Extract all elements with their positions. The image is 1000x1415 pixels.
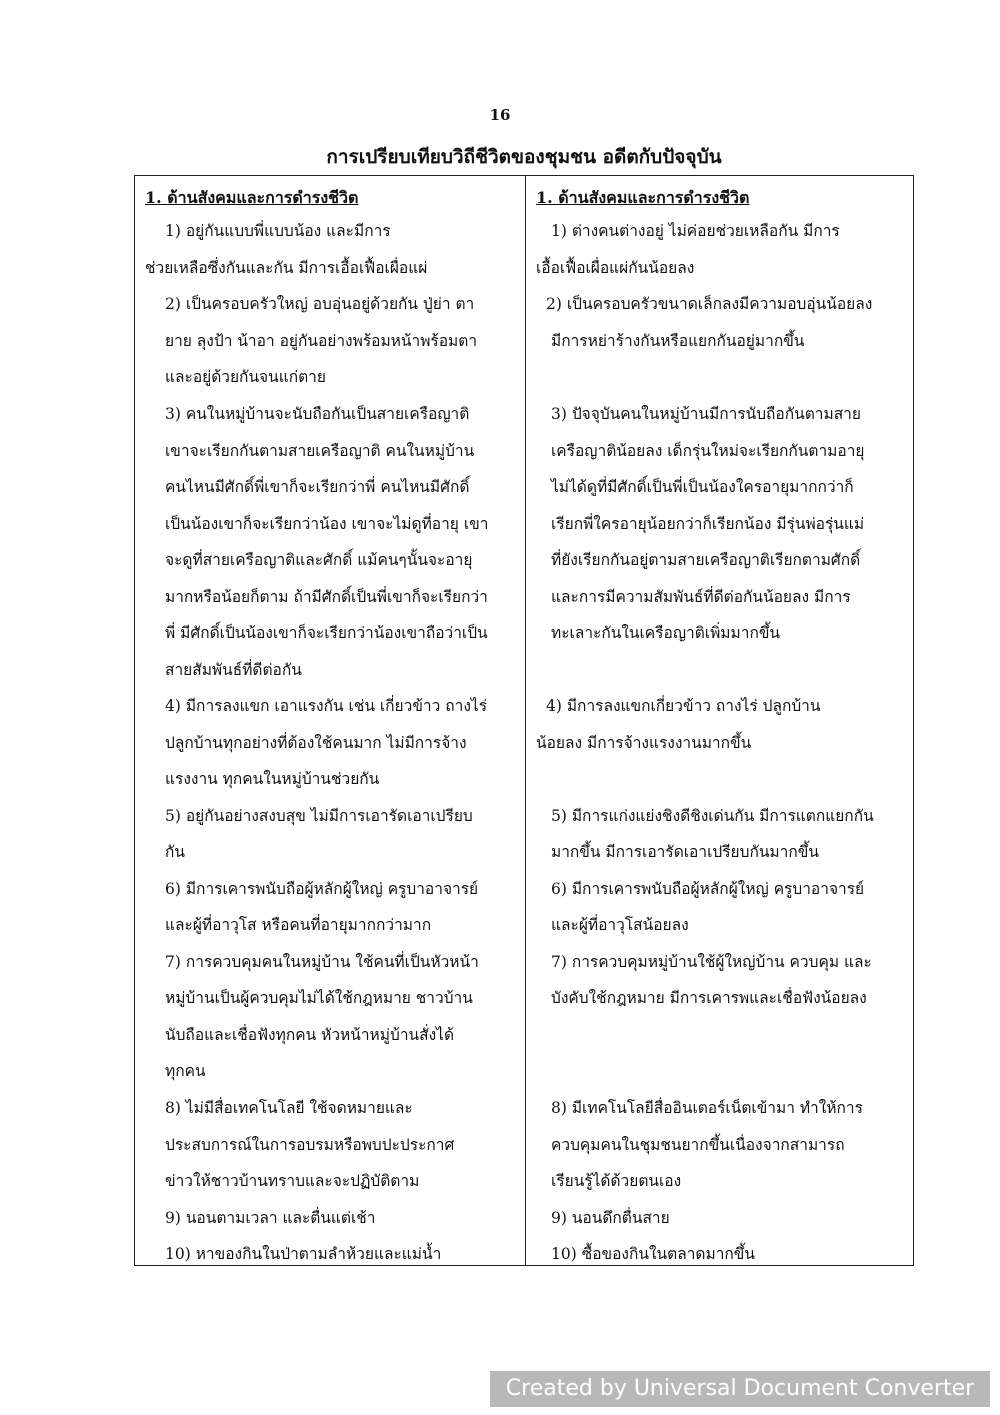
past-line: แรงงาน ทุกคนในหมู่บ้านช่วยกัน: [165, 770, 380, 788]
past-line: 4) มีการลงแขก เอาแรงกัน เช่น เกี่ยวข้าว ถางไร่: [165, 697, 488, 715]
comparison-table: [134, 175, 914, 1266]
past-line: จะดูที่สายเครือญาติและศักดิ์ แม้คนๆนั้นจะอายุ: [165, 551, 473, 569]
past-line: มากหรือน้อยก็ตาม ถ้ามีศักดิ์เป็นพี่เขาก็จะเรียกว่า: [165, 588, 488, 606]
present-line: และผู้ที่อาวุโสน้อยลง: [551, 916, 689, 934]
past-line: ช่วยเหลือซึ่งกันและกัน มีการเอื้อเฟื้อเผื่อแผ่: [145, 259, 428, 277]
present-column-heading: 1. ด้านสังคมและการดำรงชีวิต: [536, 188, 750, 207]
past-line: ทุกคน: [165, 1062, 206, 1080]
present-line: 7) การควบคุมหมู่บ้านใช้ผู้ใหญ่บ้าน ควบคุม และ: [551, 953, 872, 971]
past-line: พี่ มีศักดิ์เป็นน้องเขาก็จะเรียกว่าน้องเขาถือว่าเป็น: [165, 624, 488, 642]
page-title: การเปรียบเทียบวิถีชีวิตของชุมชน อดีตกับปัจจุบัน: [326, 146, 722, 168]
present-line: 5) มีการแก่งแย่งชิงดีชิงเด่นกัน มีการแตกแยกกัน: [551, 807, 874, 825]
past-line: ปลูกบ้านทุกอย่างที่ต้องใช้คนมาก ไม่มีการจ้าง: [165, 734, 467, 752]
past-line: 9) นอนตามเวลา และตื่นแต่เช้า: [165, 1209, 376, 1227]
present-line: 10) ซื้อของกินในตลาดมากขึ้น: [551, 1245, 755, 1263]
past-line: สายสัมพันธ์ที่ดีต่อกัน: [165, 661, 302, 679]
present-line: และการมีความสัมพันธ์ที่ดีต่อกันน้อยลง มีการ: [551, 588, 851, 606]
past-line: ข่าวให้ชาวบ้านทราบและจะปฏิบัติตาม: [165, 1172, 420, 1190]
present-line: 2) เป็นครอบครัวขนาดเล็กลงมีความอบอุ่นน้อยลง: [546, 295, 873, 313]
present-line: บังคับใช้กฎหมาย มีการเคารพและเชื่อฟังน้อยลง: [551, 989, 867, 1007]
past-line: นับถือและเชื่อฟังทุกคน หัวหน้าหมู่บ้านสั่งได้: [165, 1026, 455, 1044]
past-line: 5) อยู่กันอย่างสงบสุข ไม่มีการเอารัดเอาเปรียบ: [165, 807, 473, 825]
present-line: 8) มีเทคโนโลยีสื่ออินเตอร์เน็ตเข้ามา ทำให้การ: [551, 1099, 863, 1117]
past-line: 8) ไม่มีสื่อเทคโนโลยี ใช้จดหมายและ: [165, 1099, 413, 1117]
present-line: เรียกพี่ใครอายุน้อยกว่าก็เรียกน้อง มีรุ่นพ่อรุ่นแม่: [551, 515, 865, 533]
present-line: 4) มีการลงแขกเกี่ยวข้าว ถางไร่ ปลูกบ้าน: [546, 697, 821, 715]
present-line: 3) ปัจจุบันคนในหมู่บ้านมีการนับถือกันตามสาย: [551, 405, 861, 423]
past-column-heading: 1. ด้านสังคมและการดำรงชีวิต: [145, 188, 359, 207]
past-line: คนไหนมีศักดิ์พี่เขาก็จะเรียกว่าพี่ คนไหนมีศักดิ์: [165, 478, 470, 496]
page-number: 16: [489, 106, 511, 124]
present-line: มีการหย่าร้างกันหรือแยกกันอยู่มากขึ้น: [551, 332, 805, 350]
past-line: 1) อยู่กันแบบพี่แบบน้อง และมีการ: [165, 222, 391, 240]
past-line: 3) คนในหมู่บ้านจะนับถือกันเป็นสายเครือญาติ: [165, 405, 470, 423]
present-line: 1) ต่างคนต่างอยู่ ไม่ค่อยช่วยเหลือกัน มีการ: [551, 222, 840, 240]
past-column: [135, 176, 525, 1265]
present-line: ควบคุมคนในชุมชนยากขึ้นเนื่องจากสามารถ: [551, 1136, 845, 1154]
past-line: และอยู่ด้วยกันจนแก่ตาย: [165, 368, 326, 386]
present-line: น้อยลง มีการจ้างแรงงานมากขึ้น: [536, 734, 752, 752]
past-line: 2) เป็นครอบครัวใหญ่ อบอุ่นอยู่ด้วยกัน ปู่ย่า ตา: [165, 295, 475, 313]
past-line: 6) มีการเคารพนับถือผู้หลักผู้ใหญ่ ครูบาอาจารย์: [165, 880, 479, 898]
present-line: ที่ยังเรียกกันอยู่ตามสายเครือญาติเรียกตามศักดิ์: [551, 551, 861, 569]
converter-watermark: Created by Universal Document Converter: [490, 1371, 990, 1407]
past-line: ประสบการณ์ในการอบรมหรือพบปะประกาศ: [165, 1136, 455, 1154]
present-line: มากขึ้น มีการเอารัดเอาเปรียบกันมากขึ้น: [551, 843, 819, 861]
past-line: ยาย ลุงป้า น้าอา อยู่กันอย่างพร้อมหน้าพร้อมตา: [165, 332, 478, 350]
present-line: 9) นอนดึกตื่นสาย: [551, 1209, 670, 1227]
present-line: เครือญาติน้อยลง เด็กรุ่นใหม่จะเรียกกันตามอายุ: [551, 442, 865, 460]
present-line: เรียนรู้ได้ด้วยตนเอง: [551, 1172, 682, 1190]
present-line: เอื้อเฟื้อเผื่อแผ่กันน้อยลง: [536, 259, 695, 277]
present-line: ทะเลาะกันในเครือญาติเพิ่มมากขึ้น: [551, 624, 781, 642]
past-line: เป็นน้องเขาก็จะเรียกว่าน้อง เขาจะไม่ดูที่อายุ เขา: [165, 515, 489, 533]
present-line: ไม่ได้ดูที่มีศักดิ์เป็นพี่เป็นน้องใครอายุมากกว่าก็: [551, 478, 854, 496]
past-line: หมู่บ้านเป็นผู้ควบคุมไม่ได้ใช้กฎหมาย ชาวบ้าน: [165, 989, 473, 1007]
past-line: และผู้ที่อาวุโส หรือคนที่อายุมากกว่ามาก: [165, 916, 432, 934]
past-line: กัน: [165, 843, 185, 861]
present-column: [526, 176, 913, 1265]
past-line: 10) หาของกินในป่าตามลำห้วยและแม่น้ำ: [165, 1245, 442, 1263]
past-line: 7) การควบคุมคนในหมู่บ้าน ใช้คนที่เป็นหัวหน้า: [165, 953, 479, 971]
past-line: เขาจะเรียกกันตามสายเครือญาติ คนในหมู่บ้าน: [165, 442, 475, 460]
present-line: 6) มีการเคารพนับถือผู้หลักผู้ใหญ่ ครูบาอาจารย์: [551, 880, 865, 898]
